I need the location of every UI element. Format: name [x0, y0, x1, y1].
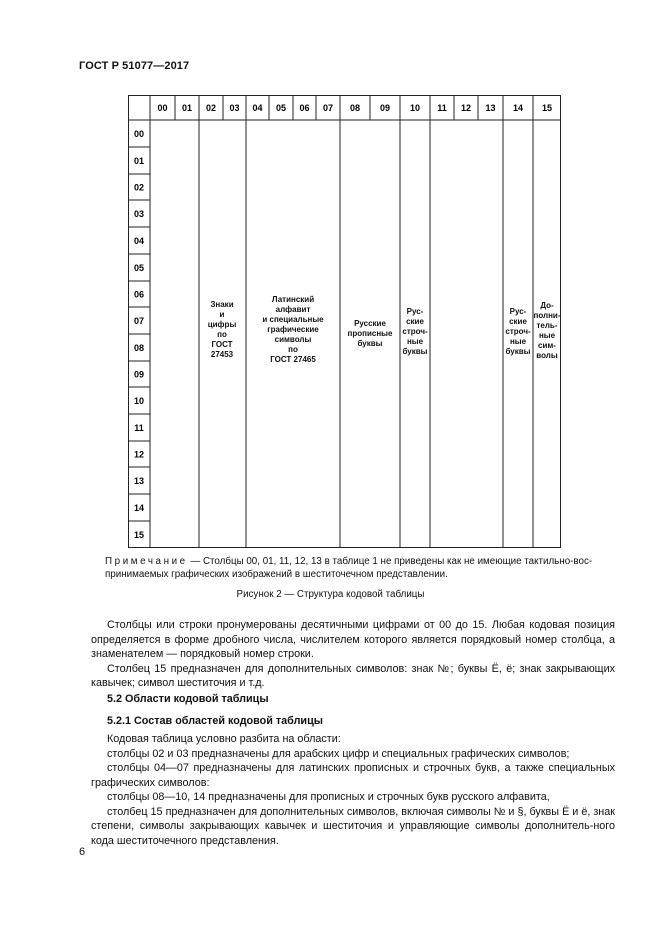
row-header: 02 — [133, 182, 145, 193]
column-header: 12 — [460, 103, 472, 113]
row-header: 07 — [133, 316, 145, 326]
row-header: 01 — [133, 156, 145, 166]
column-header: 15 — [541, 103, 553, 113]
column-header: 06 — [299, 103, 310, 113]
region-label-additional: До- полни- тель- ные сим- волы — [533, 301, 561, 360]
note-text: — Столбцы 00, 01, 11, 12, 13 в таблице 1 не приведены как не имеющие тактильно-вос-принимаемых графических изображений в шеститочечном представлении. — [105, 556, 593, 580]
row-header: 11 — [134, 423, 144, 433]
row-header: 09 — [133, 369, 145, 380]
row-header: 08 — [133, 343, 145, 353]
row-header: 13 — [133, 476, 145, 486]
row-header: 12 — [133, 449, 145, 460]
row-header: 03 — [133, 209, 145, 219]
region-label-russian-lower-col14: Рус- ские строч- ные буквы — [505, 307, 531, 356]
section-paragraphs — [91, 732, 615, 848]
column-header: 01 — [181, 103, 193, 113]
row-header: 15 — [133, 530, 145, 540]
column-header: 08 — [349, 103, 361, 113]
column-header: 10 — [409, 103, 421, 113]
paragraph: столбец 15 предназначен для дополнительных символов, включая символы № и §, буквы Ё и ё, знак степени, символы закрывающих кавычек и шеститочия и управляющие символы дополнитель-ного кода шеститочечного представления. — [91, 805, 615, 847]
note-label: Примечание — [105, 556, 188, 567]
page-number: 6 — [79, 846, 86, 858]
column-header: 09 — [379, 103, 391, 113]
paragraph: столбцы 02 и 03 предназначены для арабских цифр и специальных графических символов; — [107, 747, 570, 760]
section-heading-5-2-1: 5.2.1 Состав областей кодовой таблицы — [107, 715, 323, 727]
paragraph: Кодовая таблица условно разбита на области: — [107, 733, 341, 745]
code-table-figure — [128, 95, 561, 548]
paragraph: столбцы 08—10, 14 предназначены для прописных и строчных букв русского алфавита, — [107, 791, 550, 803]
column-header: 04 — [252, 103, 263, 113]
column-header: 13 — [485, 103, 496, 113]
paragraph: Столбец 15 предназначен для дополнительных символов: знак №; буквы Ё, ё; знак закрывающих кавычек; символ шеститочия и т.д. — [91, 662, 615, 689]
column-header: 02 — [205, 103, 217, 113]
region-label-russian-lower-col10: Рус- ские строч- ные буквы — [402, 307, 428, 356]
region-label-russian-upper: Русские прописные буквы — [347, 319, 393, 348]
row-header: 10 — [133, 396, 145, 406]
column-header: 14 — [512, 103, 524, 113]
row-header: 00 — [133, 129, 145, 139]
column-header: 05 — [275, 103, 287, 113]
section-heading-5-2: 5.2 Области кодовой таблицы — [107, 693, 269, 705]
row-header: 04 — [133, 236, 145, 246]
column-header: 03 — [229, 103, 240, 113]
figure-note — [105, 555, 615, 581]
region-label-latin: Латинский алфавит и специальные графические символы по ГОСТ 27465 — [262, 295, 324, 364]
intro-paragraphs — [91, 618, 615, 691]
column-header: 11 — [437, 103, 447, 113]
figure-caption: Рисунок 2 — Структура кодовой таблицы — [236, 589, 425, 600]
column-header: 07 — [322, 103, 334, 113]
document-header: ГОСТ Р 51077—2017 — [79, 60, 190, 72]
row-header: 06 — [133, 289, 145, 300]
paragraph: Столбцы или строки пронумерованы десятичными цифрами от 00 до 15. Любая кодовая позиция определяется в форме дробного числа, числителем которого является порядковый номер столбца, а знаменателем — порядковый номер строки. — [91, 619, 615, 660]
column-header: 00 — [157, 103, 168, 113]
row-header: 05 — [133, 263, 145, 273]
paragraph: столбцы 04—07 предназначены для латинских прописных и строчных букв, а также специальных графических символов: — [91, 762, 615, 789]
region-label-digits: Знаки и цифры по ГОСТ 27453 — [207, 300, 237, 359]
row-header: 14 — [133, 503, 145, 513]
